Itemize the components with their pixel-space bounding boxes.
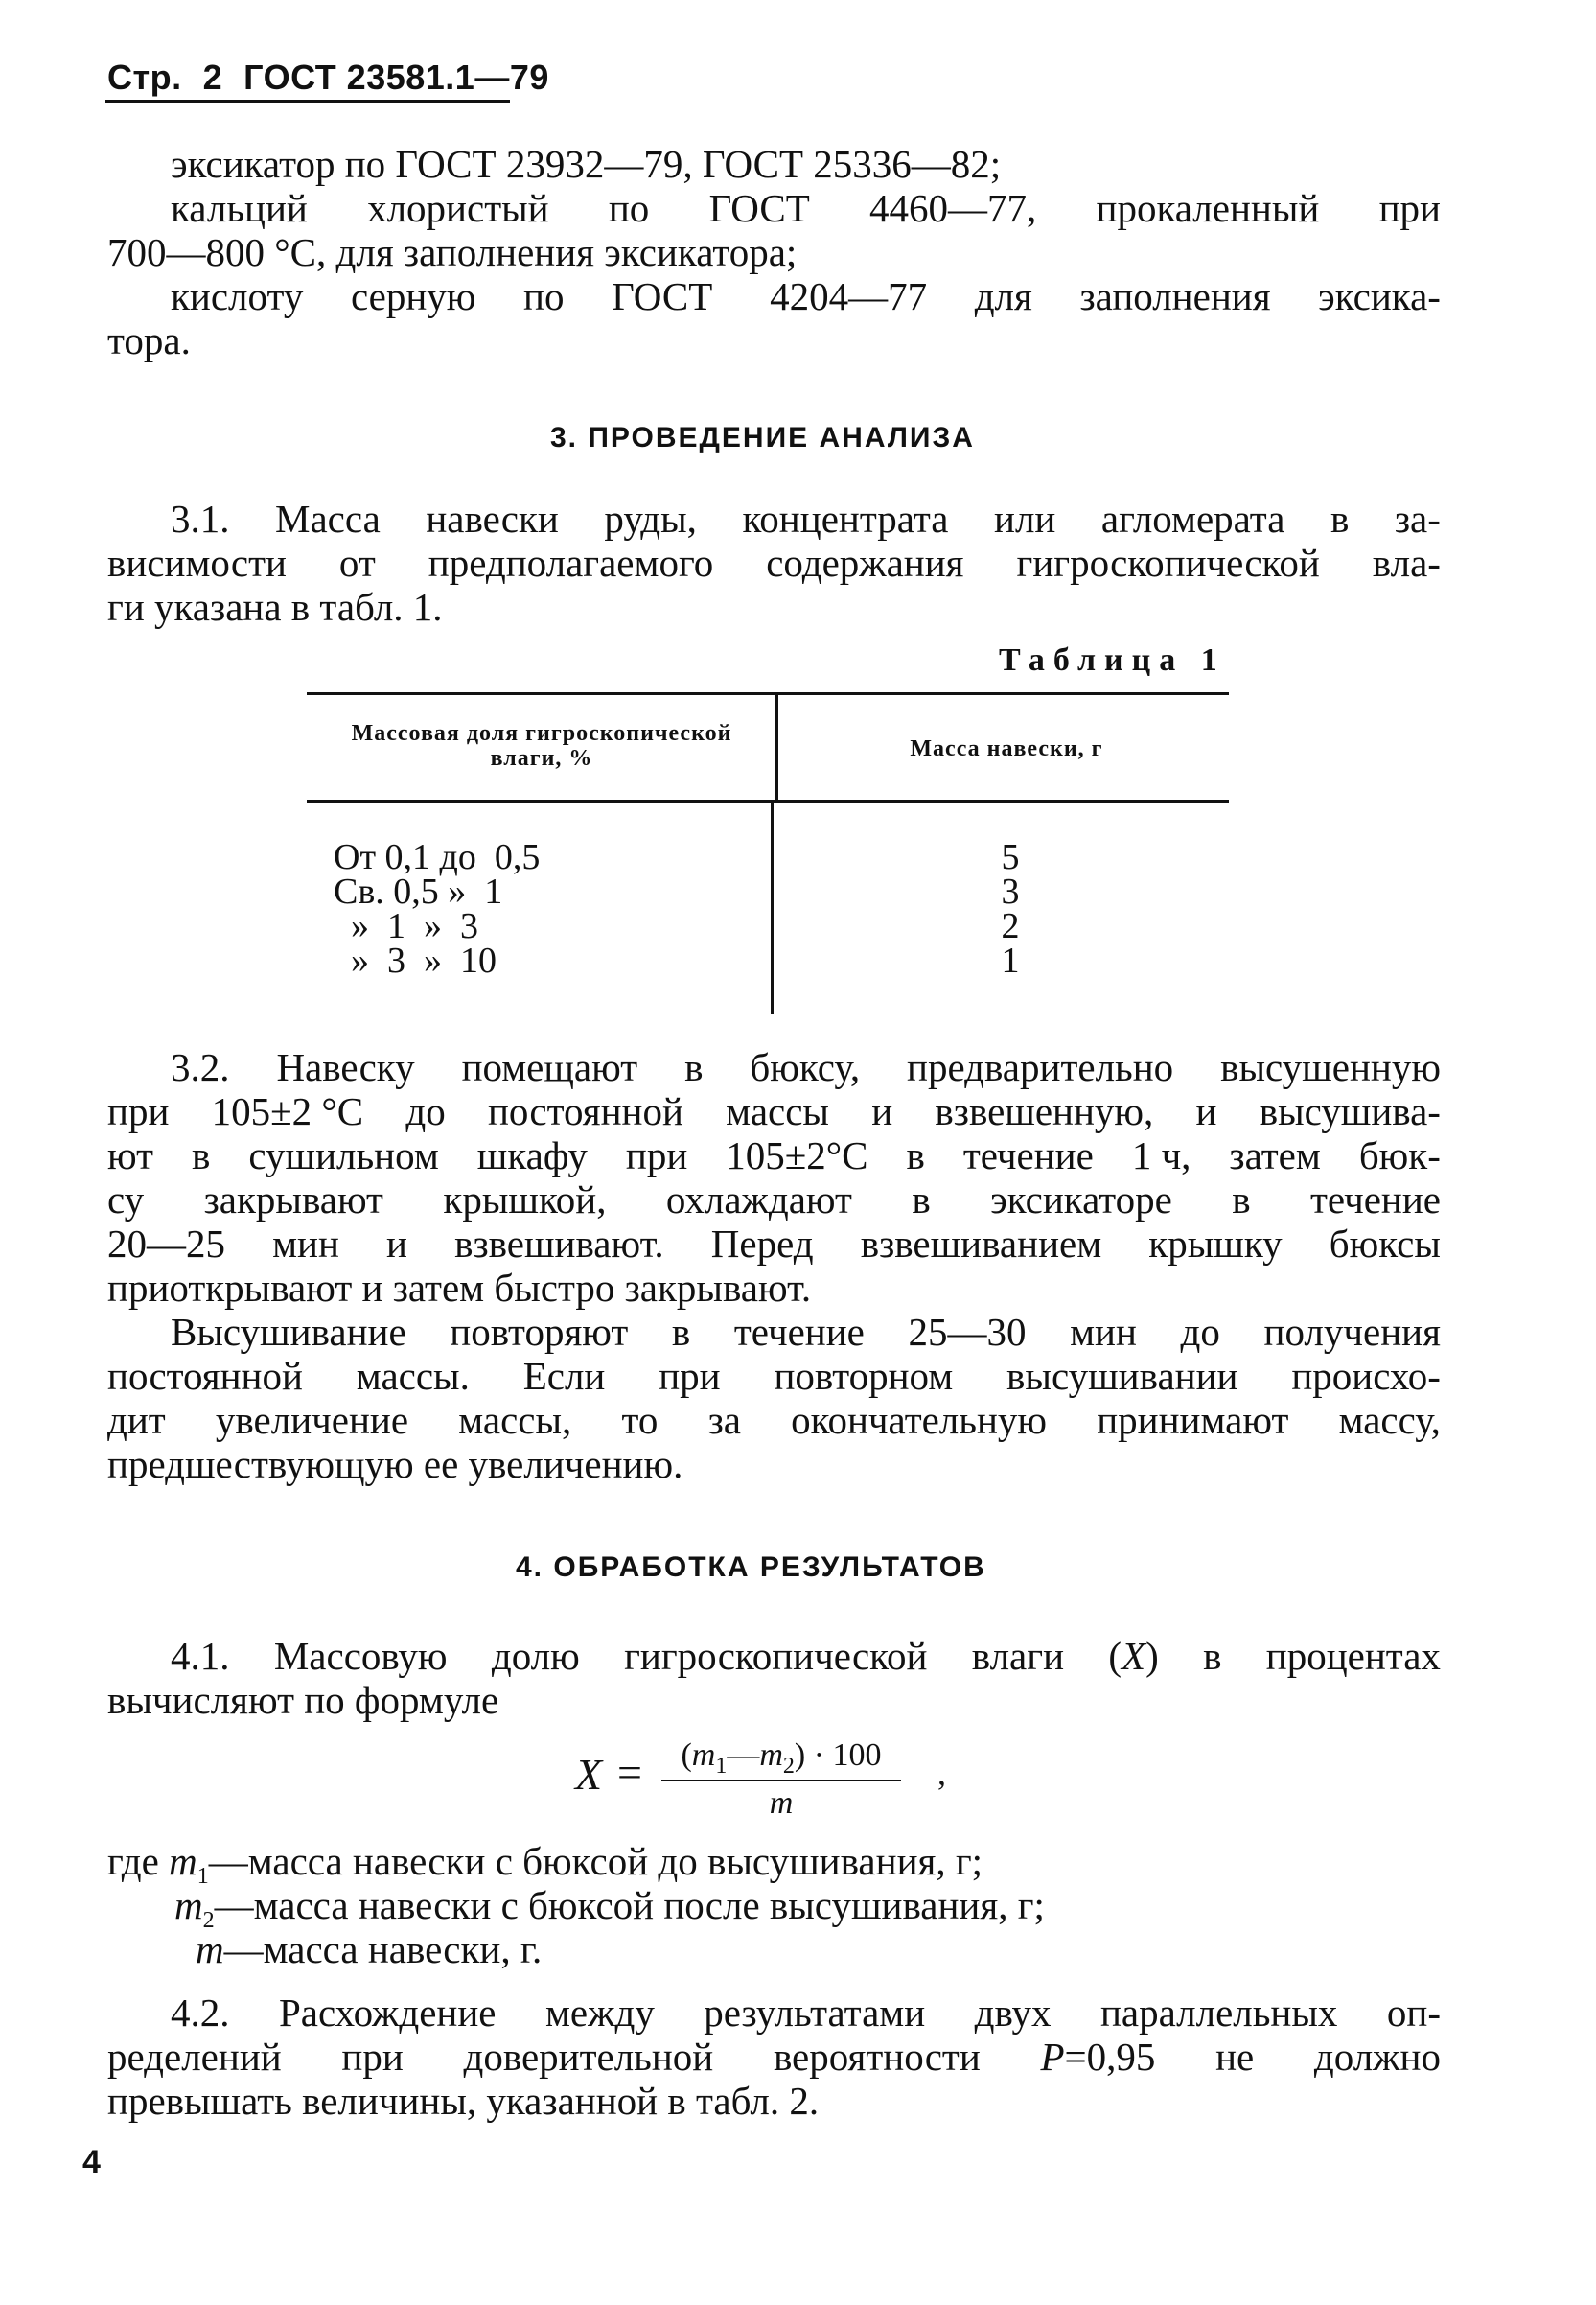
paragraph-line: 3.2. Навеску помещают в бюксу, предварительно высушенную — [171, 1045, 1441, 1089]
header-standard: ГОСТ 23581.1—79 — [243, 58, 549, 97]
formula-lhs: X — [575, 1750, 603, 1799]
paragraph-line: су закрывают крышкой, охлаждают в эксикаторе в течение — [107, 1177, 1441, 1222]
table-cell: 1 — [1001, 941, 1020, 981]
paragraph-line: ют в сушильном шкафу при 105±2°С в течение 1 ч, затем бюк- — [107, 1133, 1441, 1177]
header-underline — [105, 100, 510, 103]
table-top-rule — [307, 692, 1229, 695]
list-item-continuation: 700—800 °С, для заполнения эксикатора; — [107, 230, 798, 274]
page-number: 4 — [82, 2144, 101, 2180]
paragraph-line: приоткрывают и затем быстро закрывают. — [107, 1266, 812, 1310]
paragraph-line: предшествующую ее увеличению. — [107, 1442, 683, 1486]
table-column-header: Массовая доля гигроскопической влаги, % — [351, 721, 732, 771]
paragraph-line: 4.1. Массовую долю гигроскопической влаги (X) в процентах — [171, 1634, 1441, 1678]
table-cell: Св. 0,5 » 1 — [334, 872, 503, 912]
formula-trailer: , — [937, 1754, 946, 1792]
definition-line: где $m_1—масса$ навески с бюксой до высушивания, г; — [107, 1839, 983, 1890]
table-header-divider — [775, 694, 778, 800]
paragraph-line: постоянной массы. Если при повторном высушивании происхо- — [107, 1354, 1441, 1398]
section-heading: 4. ОБРАБОТКА РЕЗУЛЬТАТОВ — [516, 1551, 986, 1583]
paragraph-line: висимости от предполагаемого содержания гигроскопической вла- — [107, 541, 1441, 585]
table-cell: 2 — [1001, 906, 1020, 946]
table-caption: Таблица 1 — [999, 642, 1226, 678]
paragraph-line: вычисляют по формуле — [107, 1678, 499, 1722]
paragraph-line: 3.1. Масса навески руды, концентрата или агломерата в за- — [171, 497, 1441, 541]
formula-numerator: $(m_1—m_2) \cdot 100$ — [681, 1737, 882, 1779]
paragraph-line: ги указана в табл. 1. — [107, 585, 443, 629]
paragraph-line: ределений при доверительной вероятности P=0,95 не должно — [107, 2035, 1441, 2079]
header-prefix: Стр. — [107, 58, 182, 97]
paragraph-line: 4.2. Расхождение между результатами двух параллельных оп- — [171, 1991, 1441, 2035]
paragraph-line: превышать величины, указанной в табл. 2. — [107, 2079, 820, 2123]
table-body-divider — [771, 802, 774, 1014]
table-cell: 3 — [1001, 872, 1020, 912]
fraction-bar — [661, 1780, 901, 1781]
list-item: эксикатор по ГОСТ 23932—79, ГОСТ 25336—82; — [171, 142, 1002, 186]
table-cell: » 1 » 3 — [351, 906, 478, 946]
list-item: кальций хлористый по ГОСТ 4460—77, прокаленный при — [171, 186, 1441, 230]
paragraph-line: 20—25 мин и взвешивают. Перед взвешиванием крышку бюксы — [107, 1222, 1441, 1266]
running-header — [107, 58, 549, 98]
formula-equals: = — [617, 1748, 642, 1797]
table-column-header: Масса навески, г — [910, 736, 1103, 761]
paragraph-line: при 105±2 °С до постоянной массы и взвешенную, и высушива- — [107, 1089, 1441, 1133]
list-item: кислоту серную по ГОСТ 4204—77 для заполнения эксика- — [171, 274, 1441, 318]
table-header-rule — [307, 800, 1229, 803]
paragraph-line: дит увеличение массы, то за окончательную принимают массу, — [107, 1398, 1441, 1442]
definition-line: m—масса навески, г. — [196, 1927, 543, 1971]
formula-denominator: m — [769, 1785, 794, 1821]
list-item-continuation: тора. — [107, 318, 191, 362]
definition-line: $m_2—масса$ навески с бюксой после высушивания, г; — [174, 1883, 1045, 1934]
table-cell: От 0,1 до 0,5 — [334, 837, 541, 877]
paragraph-line: Высушивание повторяют в течение 25—30 мин до получения — [171, 1310, 1441, 1354]
section-heading: 3. ПРОВЕДЕНИЕ АНАЛИЗА — [550, 422, 975, 454]
header-page: 2 — [202, 58, 223, 97]
table-cell: 5 — [1001, 837, 1020, 877]
table-cell: » 3 » 10 — [351, 941, 497, 981]
